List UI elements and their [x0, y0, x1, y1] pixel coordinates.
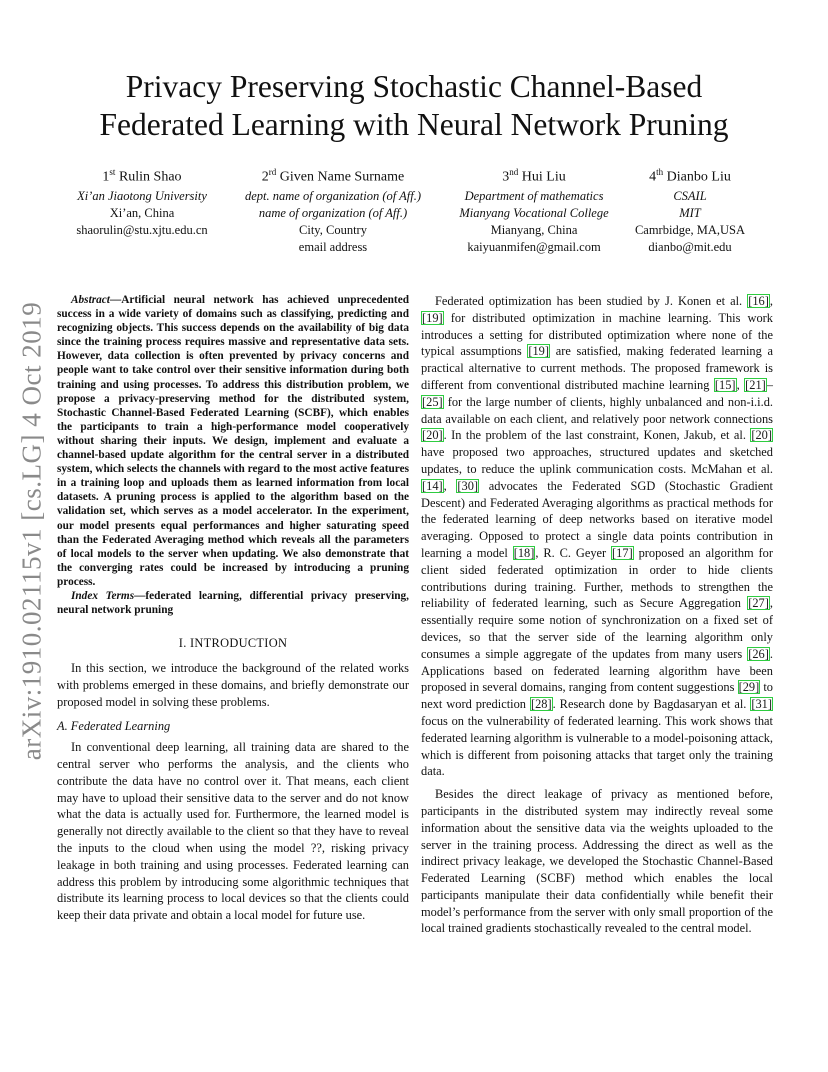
arxiv-identifier-sidebar — [12, 296, 52, 766]
title-line-2: Federated Learning with Neural Network Pruning — [99, 107, 729, 142]
author-name: Given Name Surname — [279, 169, 405, 185]
citation-link[interactable]: [15] — [714, 377, 736, 392]
author-affiliation: CSAIL — [673, 188, 707, 203]
citation-link[interactable]: [19] — [422, 310, 443, 325]
subsection-heading-federated-learning: A. Federated Learning — [57, 719, 171, 734]
citation-link[interactable]: [18] — [513, 545, 535, 560]
author-name: Rulin Shao — [118, 169, 182, 185]
title-line-1: Privacy Preserving Stochastic Channel-Based — [125, 69, 703, 104]
left-column — [57, 293, 409, 924]
abstract — [57, 293, 409, 589]
author-location: Xi’an, China — [109, 205, 175, 220]
author-organization: Mianyang Vocational College — [459, 205, 609, 220]
citation-link[interactable]: [26] — [748, 646, 769, 661]
citation-link[interactable]: [16] — [748, 294, 769, 308]
citation-link[interactable]: [27] — [748, 596, 769, 611]
author-affiliation: Xi’an Jiaotong University — [77, 188, 207, 203]
author-email: shaorulin@stu.xjtu.edu.cn — [76, 222, 208, 237]
author-block — [60, 162, 768, 252]
author-email: email address — [298, 239, 368, 254]
citation-link[interactable]: [25] — [422, 394, 443, 409]
index-terms-text: —federated learning, differential privacy preserving, neural network pruning — [57, 589, 409, 617]
author-location: Camrbidge, MA,USA — [634, 222, 746, 237]
author-name: Dianbo Liu — [666, 169, 731, 185]
privacy-leakage-paragraph: Besides the direct leakage of privacy as mentioned before, participants in the distributed system may indirectly reveal some information about the sensitive data via the weights uploaded to the server in the training process. Addressing the direct as well as the indirect privacy leakage, we developed the Stochastic Channel-Based Federated Learning (SCBF) method which enables the local participants manipulate their data confidentially while benefit their model’s performance from the server with only small proportion of the local trained gradients stochastically revealed to the central model. — [421, 787, 773, 936]
citation-link[interactable]: [28] — [530, 697, 552, 712]
federated-optimization-paragraph: Federated optimization has been studied by J. Konen et al. [16], [19] for distributed optimization in machine learning. This work introduces a setting for distributed optimization where none of the typical assumptions [19] are satisfied, making federated learning a practical alternative to current methods. The proposed framework is different from conventional distributed machine learning [15], [21]–[25] for the large number of clients, highly unbalanced and non-i.i.d. data available on each client, and relatively poor network connections [20]. In the problem of the last constraint, Konen, Jakub, et al. [20] have proposed two approaches, structured updates and sketched updates, to reduce the uplink communication costs. McMahan et al. [14], [30] advocates the Federated SGD (Stochastic Gradient Descent) and Federated Averaging algorithms as practical methods for the federated learning of deep networks based on iterative model averaging. Opposed to protect a single data points contribution in learning a model [18], R. C. Geyer [17] proposed an algorithm for client sided federated optimization in order to hide clients contributions during training. Further, methods to strengthen the reliability of federated learning, such as Secure Aggregation [27], essentially require some notion of synchronization on a fixed set of devices, so that the server side of the learning algorithm only consumes a simple aggregate of the updates from many users [26]. Applications based on federated learning algorithm have been proposed in several domains, ranging from content suggestions [29] to next word prediction [28]. Research done by Bagdasaryan et al. [31] focus on the vulnerability of federated learning. This work shows that federated learning algorithm is vulnerable to a model-poisoning attack, which is different from poisoning attacks that target only the training data. — [421, 294, 774, 779]
author-organization: MIT — [679, 205, 701, 220]
right-column — [421, 293, 773, 937]
author-email: kaiyuanmifen@gmail.com — [467, 239, 601, 254]
paper-title — [60, 68, 768, 144]
federated-learning-paragraph: In conventional deep learning, all training data are shared to the central server who performs the analysis, and the clients who contribute the data have no control over it. That means, each client may have to upload their sensitive data to the server and do not know what the data is actually used for. Furthermore, the learned model is generally not directly available to the client so that they have to reveal the inputs to the cloud when using the model ??, risking privacy leakage in both training and using processes. Federated learning can address this problem by introducing some algorithmic techniques that distribute its learning process to local devices so that the clients could keep their data private and obtain a local model for future use. — [57, 740, 409, 923]
citation-link[interactable]: [30] — [457, 478, 479, 493]
intro-paragraph: In this section, we introduce the background of the related works with problems emerged in these domains, and briefly demonstrate our proposed model in solving these problems. — [57, 660, 409, 709]
arxiv-identifier: arXiv:1910.02115v1 [cs.LG] 4 Oct 2019 — [16, 301, 47, 761]
index-terms-label: Index Terms — [71, 589, 135, 602]
author-email: dianbo@mit.edu — [648, 239, 732, 254]
citation-link[interactable]: [21] — [745, 377, 766, 392]
author-affiliation: Department of mathematics — [464, 188, 604, 203]
author-3: 3nd Hui Liu Department of mathematics Mianyang Vocational College Mianyang, China kaiyuanmifen@gmail.com — [448, 162, 620, 256]
author-2: 2rd Given Name Surname dept. name of organization (of Aff.) name of organization (of Aff.) City, Country email address — [232, 162, 434, 256]
author-1: 1st Rulin Shao Xi’an Jiaotong University Xi’an, China shaorulin@stu.xjtu.edu.cn — [72, 162, 212, 239]
author-affiliation: dept. name of organization (of Aff.) — [244, 188, 422, 203]
abstract-label: Abstract — [71, 294, 110, 306]
author-name: Hui Liu — [521, 169, 566, 185]
citation-link[interactable]: [20] — [422, 428, 443, 443]
author-location: City, Country — [299, 222, 367, 237]
author-organization: name of organization (of Aff.) — [258, 205, 408, 220]
citation-link[interactable]: [17] — [612, 545, 633, 560]
citation-link[interactable]: [14] — [422, 478, 443, 493]
abstract-text: —Artificial neural network has achieved unprecedented success in a wide variety of domains such as classifying, predicting and recognizing objects. This success depends on the availability of big data since the training process requires massive and representative data sets. However, data collection is often prevented by privacy concerns and people want to take control over their sensitive information during both training and using processes. To address this distribution problem, we propose a privacy-preserving method for the distributed system, Stochastic Channel-Based Federated Learning (SCBF), which enables the participants to train a high-performance model cooperatively without sharing their inputs. We design, implement and evaluate a channel-based update algorithm for the central server in a distributed system, which selects the channels with regard to the most active features in a training loop and uploads them as learned information from local datasets. A pruning process is applied to the algorithm based on the validation set, which serves as a model accelerator. In the experiment, our model presents equal performances and higher saturating speed than the Federated Averaging method which reveals all the parameters of local models to the server when updating. We also demonstrate that the converging rates could be increased by introducing a pruning process. — [57, 294, 409, 588]
citation-link[interactable]: [20] — [751, 428, 772, 443]
citation-link[interactable]: [29] — [738, 680, 760, 695]
section-heading-introduction: I. INTRODUCTION — [178, 636, 288, 651]
author-4: 4th Dianbo Liu CSAIL MIT Camrbidge, MA,USA dianbo@mit.edu — [618, 162, 762, 256]
author-location: Mianyang, China — [490, 222, 578, 237]
citation-link[interactable]: [19] — [528, 344, 550, 359]
index-terms — [57, 589, 409, 617]
citation-link[interactable]: [31] — [751, 697, 773, 712]
